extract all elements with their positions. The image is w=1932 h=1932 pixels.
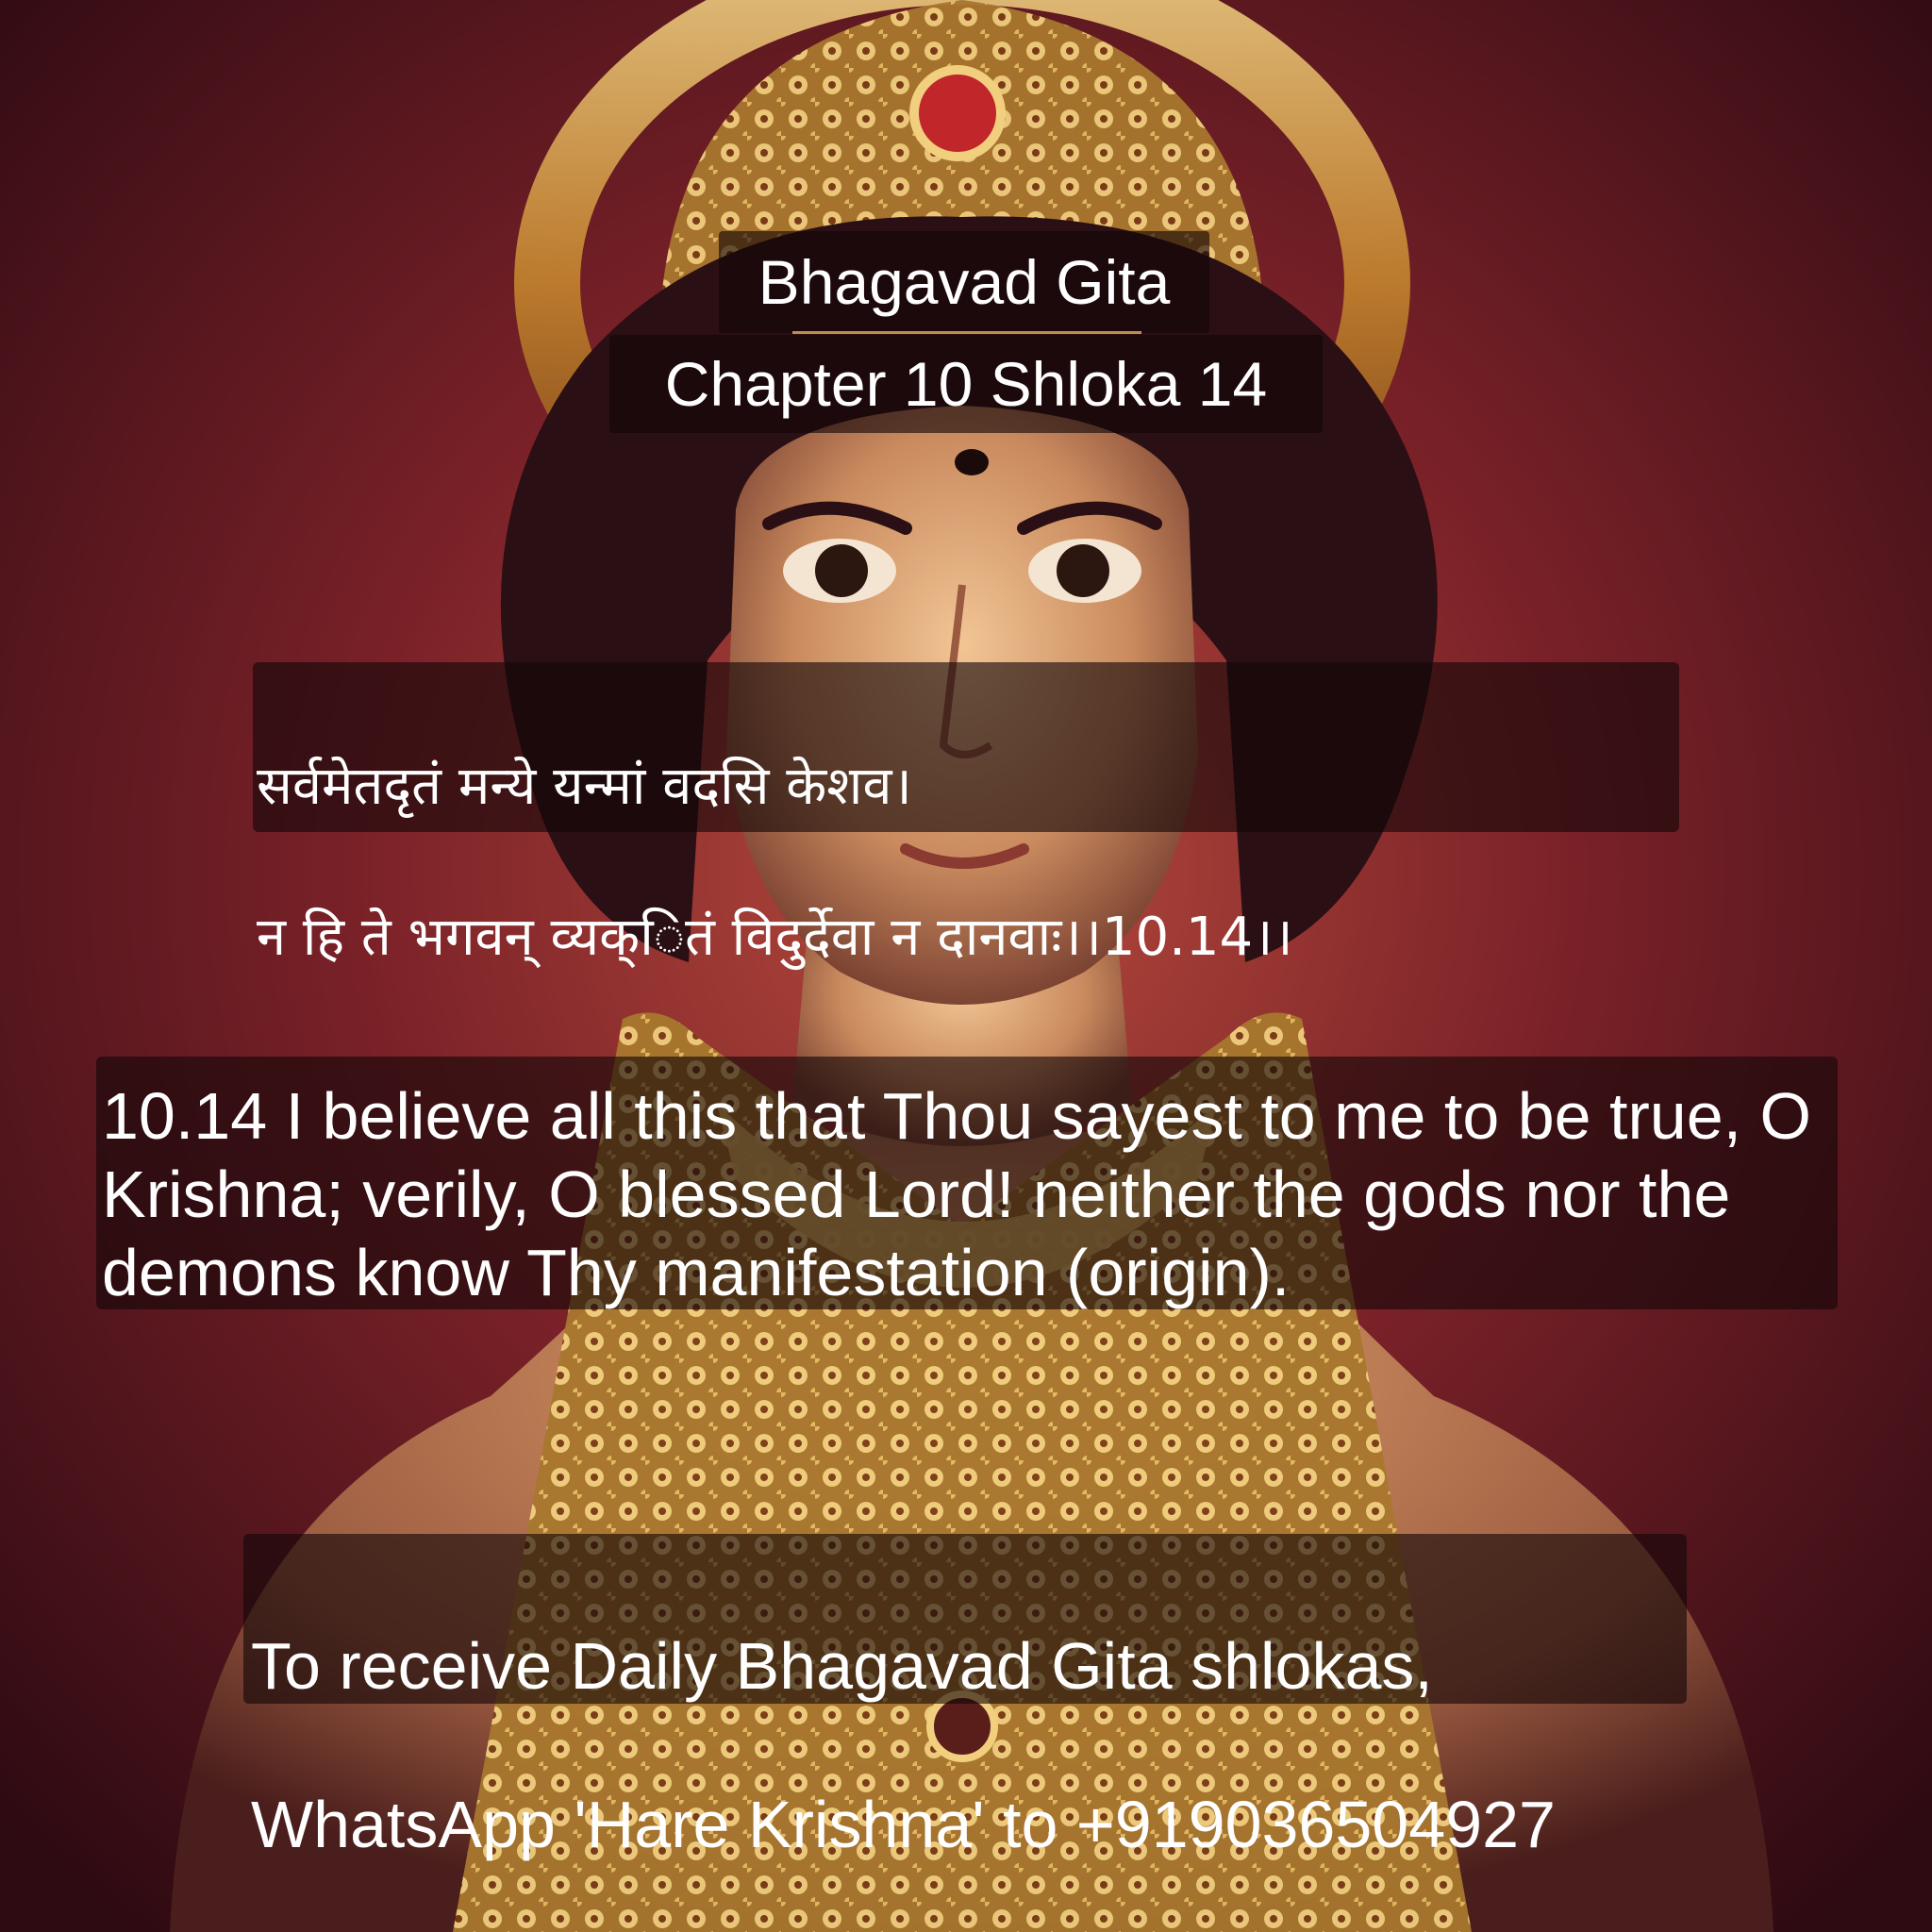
- cta-line-1: To receive Daily Bhagavad Gita shlokas,: [251, 1629, 1433, 1703]
- crown-jewel: [914, 70, 1001, 157]
- title-underline: [792, 331, 1141, 334]
- sanskrit-verse-caption: [253, 662, 1679, 968]
- whatsapp-subscribe-caption: [243, 1534, 1687, 1861]
- sanskrit-line-1: सर्वमेतदृतं मन्ये यन्मां वदसि केशव।: [257, 756, 912, 817]
- chapter-shloka-caption: Chapter 10 Shloka 14: [609, 335, 1323, 433]
- title-caption: Bhagavad Gita: [719, 231, 1209, 333]
- cta-line-2: WhatsApp 'Hare Krishna' to +919036504927: [251, 1788, 1556, 1861]
- forehead-tilak: [955, 449, 989, 475]
- left-iris: [815, 544, 868, 597]
- sanskrit-line-2: न हि ते भगवन् व्यक्ितं विदुर्देवा न दानवाः।।10.14।।: [257, 907, 1293, 968]
- right-iris: [1057, 544, 1109, 597]
- translation-caption: 10.14 I believe all this that Thou sayest to me to be true, O Krishna; verily, O blessed Lord! neither the gods nor the demons know Thy manifestation (origin).: [96, 1057, 1838, 1309]
